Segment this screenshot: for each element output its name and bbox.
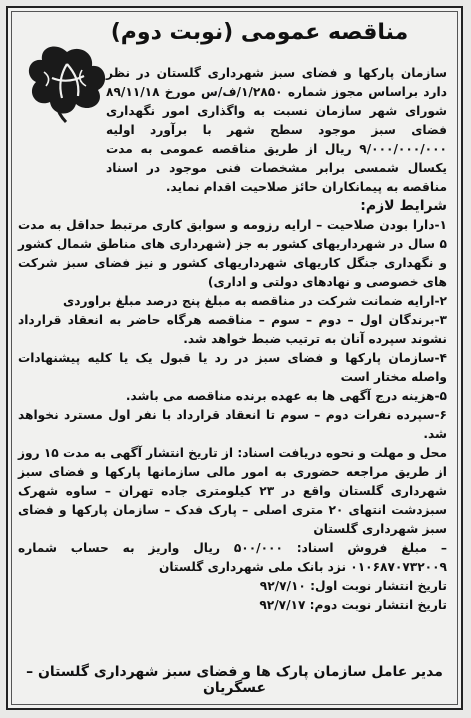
- notice-frame: [6, 6, 463, 710]
- second-publish-date: تاریخ انتشار نوبت دوم: ۹۲/۷/۱۷: [259, 598, 447, 612]
- notice-title: مناقصه عمومی (نوبت دوم): [110, 20, 409, 45]
- price-paragraph: – مبلغ فروش اسناد: ۵۰۰/۰۰۰ ریال واریز به حساب شماره ۰۱۰۶۸۷۰۷۳۲۰۰۹ نزد بانک ملی شهرداری گلستان: [18, 541, 447, 574]
- notice-body: [18, 64, 447, 615]
- documents-paragraph: محل و مهلت و نحوه دریافت اسناد: از تاریخ انتشار آگهی به مدت ۱۵ روز از طریق مراجعه حضوری به امور مالی سازمانها پارکها و فضای سبز شهرداری گلستان واقع در ۲۳ کیلومتری جاده تهران – ساوه شهرک سبزدشت انتهای ۲۰ متری اصلی – پارک فدک – سازمان پارکها و فضای سبز شهرداری گلستان: [18, 446, 447, 536]
- signature-line: مدیر عامل سازمان پارک ها و فضای سبز شهرداری گلستان – عسگریان: [26, 664, 443, 696]
- first-publish-date: تاریخ انتشار نوبت اول: ۹۲/۷/۱۰: [259, 579, 447, 593]
- condition-item: ۵-هزینه درج آگهی ها به عهده برنده مناقصه می باشد.: [125, 389, 447, 403]
- condition-item: ۱-دارا بودن صلاحیت – ارایه رزومه و سوابق کاری مرتبط حداقل به مدت ۵ سال در شهرداریهای کشور به جز (شهرداری های مناطق شمال کشور و نگهداری جنگل کاریهای شهرداریهای کشور و نیز فضای سبز شرکت های خصوصی و نهادهای دولتی و اداری): [18, 218, 447, 289]
- condition-item: ۴-سازمان پارکها و فضای سبز در رد یا قبول یک یا کلیه پیشنهادات واصله مختار است: [18, 351, 447, 384]
- intro-paragraph: سازمان پارکها و فضای سبز شهرداری گلستان در نظر دارد براساس مجوز شماره ۱/۲۸۵۰/ف/س مورخ ۸۹/۱۱/۱۸ شورای شهر سازمان نسبت به واگذاری امور نگهداری فضای سبز موجود سطح شهر با برآورد اولیه ۹/۰۰۰/۰۰۰/۰۰۰ ریال از طریق مناقصه عمومی به مدت یکسال شمسی برابر مشخصات فنی موجود در اسناد مناقصه به پیمانکاران حائز صلاحیت اقدام نماید.: [106, 66, 447, 194]
- condition-item: ۶-سپرده نفرات دوم – سوم تا انعقاد قرارداد با نفر اول مسترد نخواهد شد.: [18, 408, 447, 441]
- condition-item: ۳-برندگان اول – دوم – سوم – مناقصه هرگاه حاضر به انعقاد قرارداد نشوند سپرده آنان به ترتیب ضبط خواهد شد.: [18, 313, 447, 346]
- condition-item: ۲-ارایه ضمانت شرکت در مناقصه به مبلغ پنج درصد مبلغ براوردی: [63, 294, 447, 308]
- conditions-heading: شرایط لازم:: [360, 198, 447, 214]
